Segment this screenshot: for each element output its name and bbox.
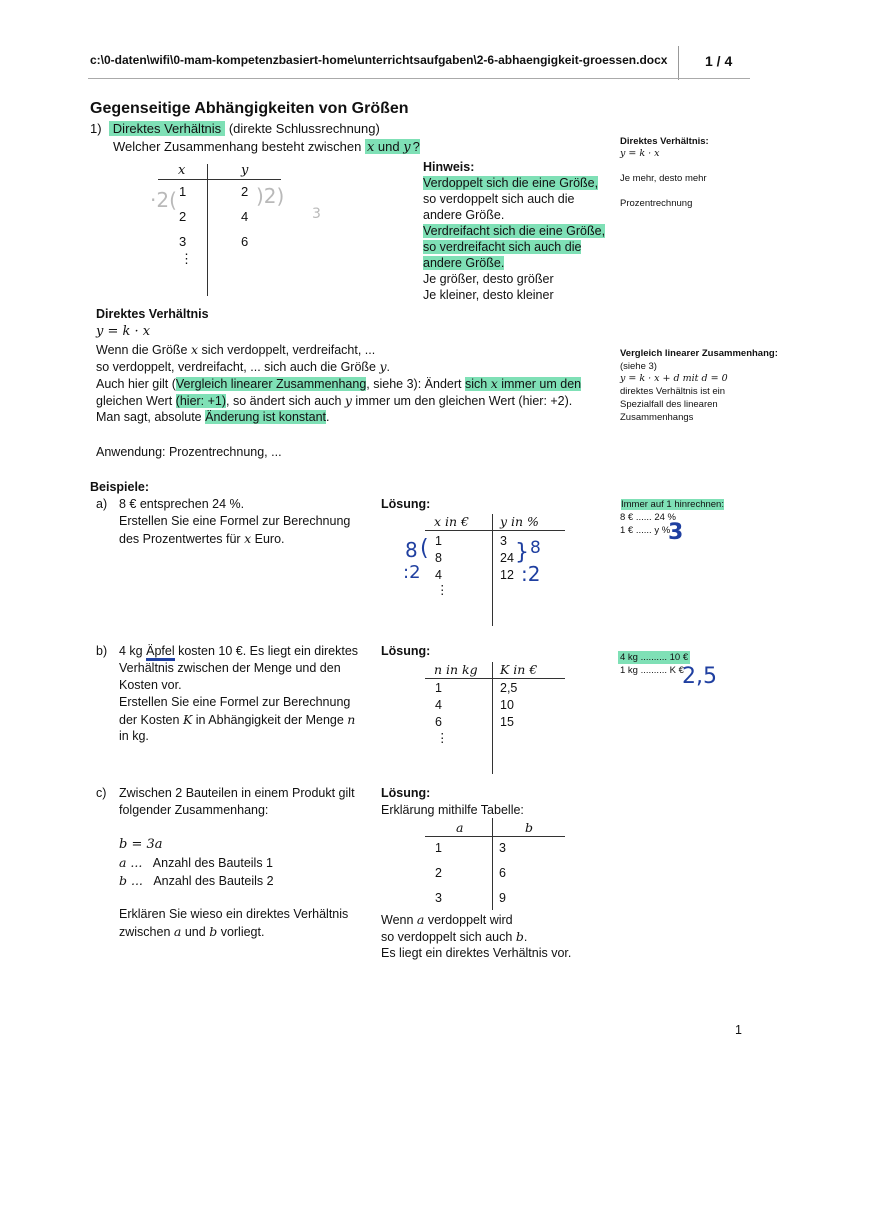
table1-cell: 2 [179,209,187,224]
example-b-cell: 1 [435,681,442,695]
example-a-text: des Prozentwertes für x Euro. [119,531,285,546]
example-b-text: Kosten vor. [119,678,182,692]
example-b-side-line: 4 kg .......... 10 € [620,652,689,663]
example-c-answer: Wenn a verdoppelt wird [381,912,513,927]
file-path: c:\0-daten\wifi\0-mam-kompetenzbasiert-home\unterrichtsaufgaben\2-6-abhaengigkeit-groessen.docx [90,53,668,67]
handwriting-a-right2: :2 [521,562,541,586]
example-a-cell: 3 [500,534,507,548]
sidebar2-line: Spezialfall des linearen [620,399,718,410]
example-b-column-rule [492,662,493,774]
example-c-def: a ... Anzahl des Bauteils 1 [119,855,273,870]
pencil-annotation-left: ·2( [150,188,177,212]
definition-line: so verdoppelt, verdreifacht, ... sich auch die Größe y. [96,359,391,374]
example-c-solution-label: Lösung: [381,786,431,800]
example-a-cell: 12 [500,568,514,582]
table1-head-x: x [178,163,186,178]
examples-title: Beispiele: [90,480,150,494]
example-a-head-y: y in % [500,514,539,529]
example-a-cell: 8 [435,551,442,565]
example-b-dots: ⋮ [436,731,449,745]
example-c-cell: 6 [499,866,506,880]
table1-header-rule [158,179,281,180]
example-b-cell: 4 [435,698,442,712]
example-c-explanation-label: Erklärung mithilfe Tabelle: [381,803,524,817]
table1-cell: 2 [241,184,249,199]
table1-cell: 1 [179,184,187,199]
sidebar2-line: direktes Verhältnis ist ein [620,386,726,397]
example-b-side-handwriting: 2,5 [682,664,717,689]
application-line: Anwendung: Prozentrechnung, ... [96,445,282,459]
definition-line: Auch hier gilt (Vergleich linearer Zusammenhang, siehe 3): Ändert sich x immer um den [96,376,582,391]
hint-line: Verdreifacht sich die eine Größe, [423,224,606,238]
hint-line: Je größer, desto größer [423,272,554,286]
table1-cell: 3 [179,234,187,249]
example-b-text: Erstellen Sie eine Formel zur Berechnung [119,695,351,709]
handwriting-a-brace: } [515,540,529,565]
example-a-label: a) [96,497,108,511]
example-c-answer: Es liegt ein direktes Verhältnis vor. [381,946,572,960]
definition-line: Man sagt, absolute Änderung ist konstant. [96,410,330,424]
example-b-cell: 10 [500,698,514,712]
example-a-side-line: 1 € ...... y % [620,525,671,536]
example-c-text: folgender Zusammenhang: [119,803,269,817]
example-b-solution-label: Lösung: [381,644,431,658]
handwriting-a-left1: 8 [405,538,418,562]
example-a-cell: 24 [500,551,514,565]
example-c-cell: 3 [435,891,442,905]
example-a-column-rule [492,514,493,626]
example-a-cell: 1 [435,534,442,548]
section1-heading-highlight: Direktes Verhältnis [109,121,225,136]
example-b-text: Verhältnis zwischen der Menge und den [119,661,341,675]
example-b-label: b) [96,644,108,658]
example-a-side-title: Immer auf 1 hinrechnen: [621,499,724,510]
definition-title: Direktes Verhältnis [96,307,209,321]
example-b-header-rule [425,678,565,679]
example-b-text: 4 kg Äpfel kosten 10 €. Es liegt ein direktes [119,644,358,658]
example-c-cell: 1 [435,841,442,855]
example-a-text: 8 € entsprechen 24 %. [119,497,245,511]
example-b-side-line: 1 kg .......... K € [620,665,684,676]
example-c-cell: 9 [499,891,506,905]
definition-formula: y = k · x [96,324,151,339]
example-a-dots: ⋮ [436,583,449,597]
header-divider [678,46,679,80]
page-title: Gegenseitige Abhängigkeiten von Größen [90,100,409,117]
example-b-head-x: n in kg [434,662,478,677]
hint-line: Je kleiner, desto kleiner [423,288,554,302]
example-b-text: in kg. [119,729,149,743]
example-a-text: Erstellen Sie eine Formel zur Berechnung [119,514,351,528]
example-a-side-handwriting: 3 [668,520,684,545]
hint-line: andere Größe. [423,256,505,270]
example-b-cell: 2,5 [500,681,518,695]
example-c-header-rule [425,836,565,837]
example-b-head-y: K in € [500,662,538,677]
page-indicator: 1 / 4 [705,53,733,69]
example-a-side-line: 8 € ...... 24 % [620,512,676,523]
sidebar2-formula: y = k · x + d mit d = 0 [620,373,728,384]
table1-cell: 6 [241,234,249,249]
example-a-cell: 4 [435,568,442,582]
page-number: 1 [735,1023,742,1037]
table1-cell: 4 [241,209,249,224]
sidebar1-formula: y = k · x [620,148,660,159]
example-c-question: Erklären Sie wieso ein direktes Verhältnis [119,907,349,921]
header-rule [88,78,750,79]
example-c-formula: b = 3a [119,837,163,852]
table1-dots: ⋮ [180,251,193,266]
pencil-annotation-right: )2) [256,184,285,208]
handwriting-a-left2: :2 [403,562,421,583]
section1-heading: 1) Direktes Verhältnis (direkte Schlussrechnung) [90,121,380,136]
sidebar1-line: Prozentrechnung [620,198,693,209]
handwriting-a-bracket: ( [420,536,429,561]
section1-question: Welcher Zusammenhang besteht zwischen x und y ? [113,139,420,155]
example-c-label: c) [96,786,107,800]
definition-line: Wenn die Größe x sich verdoppelt, verdreifacht, ... [96,342,376,357]
example-c-cell: 2 [435,866,442,880]
example-c-cell: 3 [499,841,506,855]
pencil-annotation-extra: 3 [312,206,321,222]
table1-column-rule [207,164,208,296]
hint-line: andere Größe. [423,208,505,222]
sidebar2-title: Vergleich linearer Zusammenhang: [620,348,778,359]
hint-line: so verdoppelt sich auch die [423,192,575,206]
hint-line: so verdreifacht sich auch die [423,240,582,254]
sidebar1-title: Direktes Verhältnis: [620,136,709,147]
sidebar2-line: (siehe 3) [620,361,657,372]
example-b-cell: 6 [435,715,442,729]
sidebar1-line: Je mehr, desto mehr [620,173,707,184]
example-a-header-rule [425,530,565,531]
table1-head-y: y [241,163,249,178]
example-b-text: der Kosten K in Abhängigkeit der Menge n [119,712,356,727]
example-c-head-a: a [456,820,464,835]
example-c-text: Zwischen 2 Bauteilen in einem Produkt gilt [119,786,355,800]
sidebar2-line: Zusammenhangs [620,412,694,423]
definition-line: gleichen Wert (hier: +1), so ändert sich auch y immer um den gleichen Wert (hier: +2). [96,393,573,408]
hint-line: Verdoppelt sich die eine Größe, [423,176,599,190]
example-a-solution-label: Lösung: [381,497,431,511]
example-c-question: zwischen a und b vorliegt. [119,924,265,939]
hint-title: Hinweis: [423,160,475,174]
example-c-column-rule [492,818,493,910]
example-c-def: b ... Anzahl des Bauteils 2 [119,873,274,888]
example-c-answer: so verdoppelt sich auch b. [381,929,528,944]
example-b-cell: 15 [500,715,514,729]
example-a-head-x: x in € [434,514,469,529]
handwriting-a-right1: 8 [530,538,541,558]
example-c-head-b: b [525,820,534,835]
